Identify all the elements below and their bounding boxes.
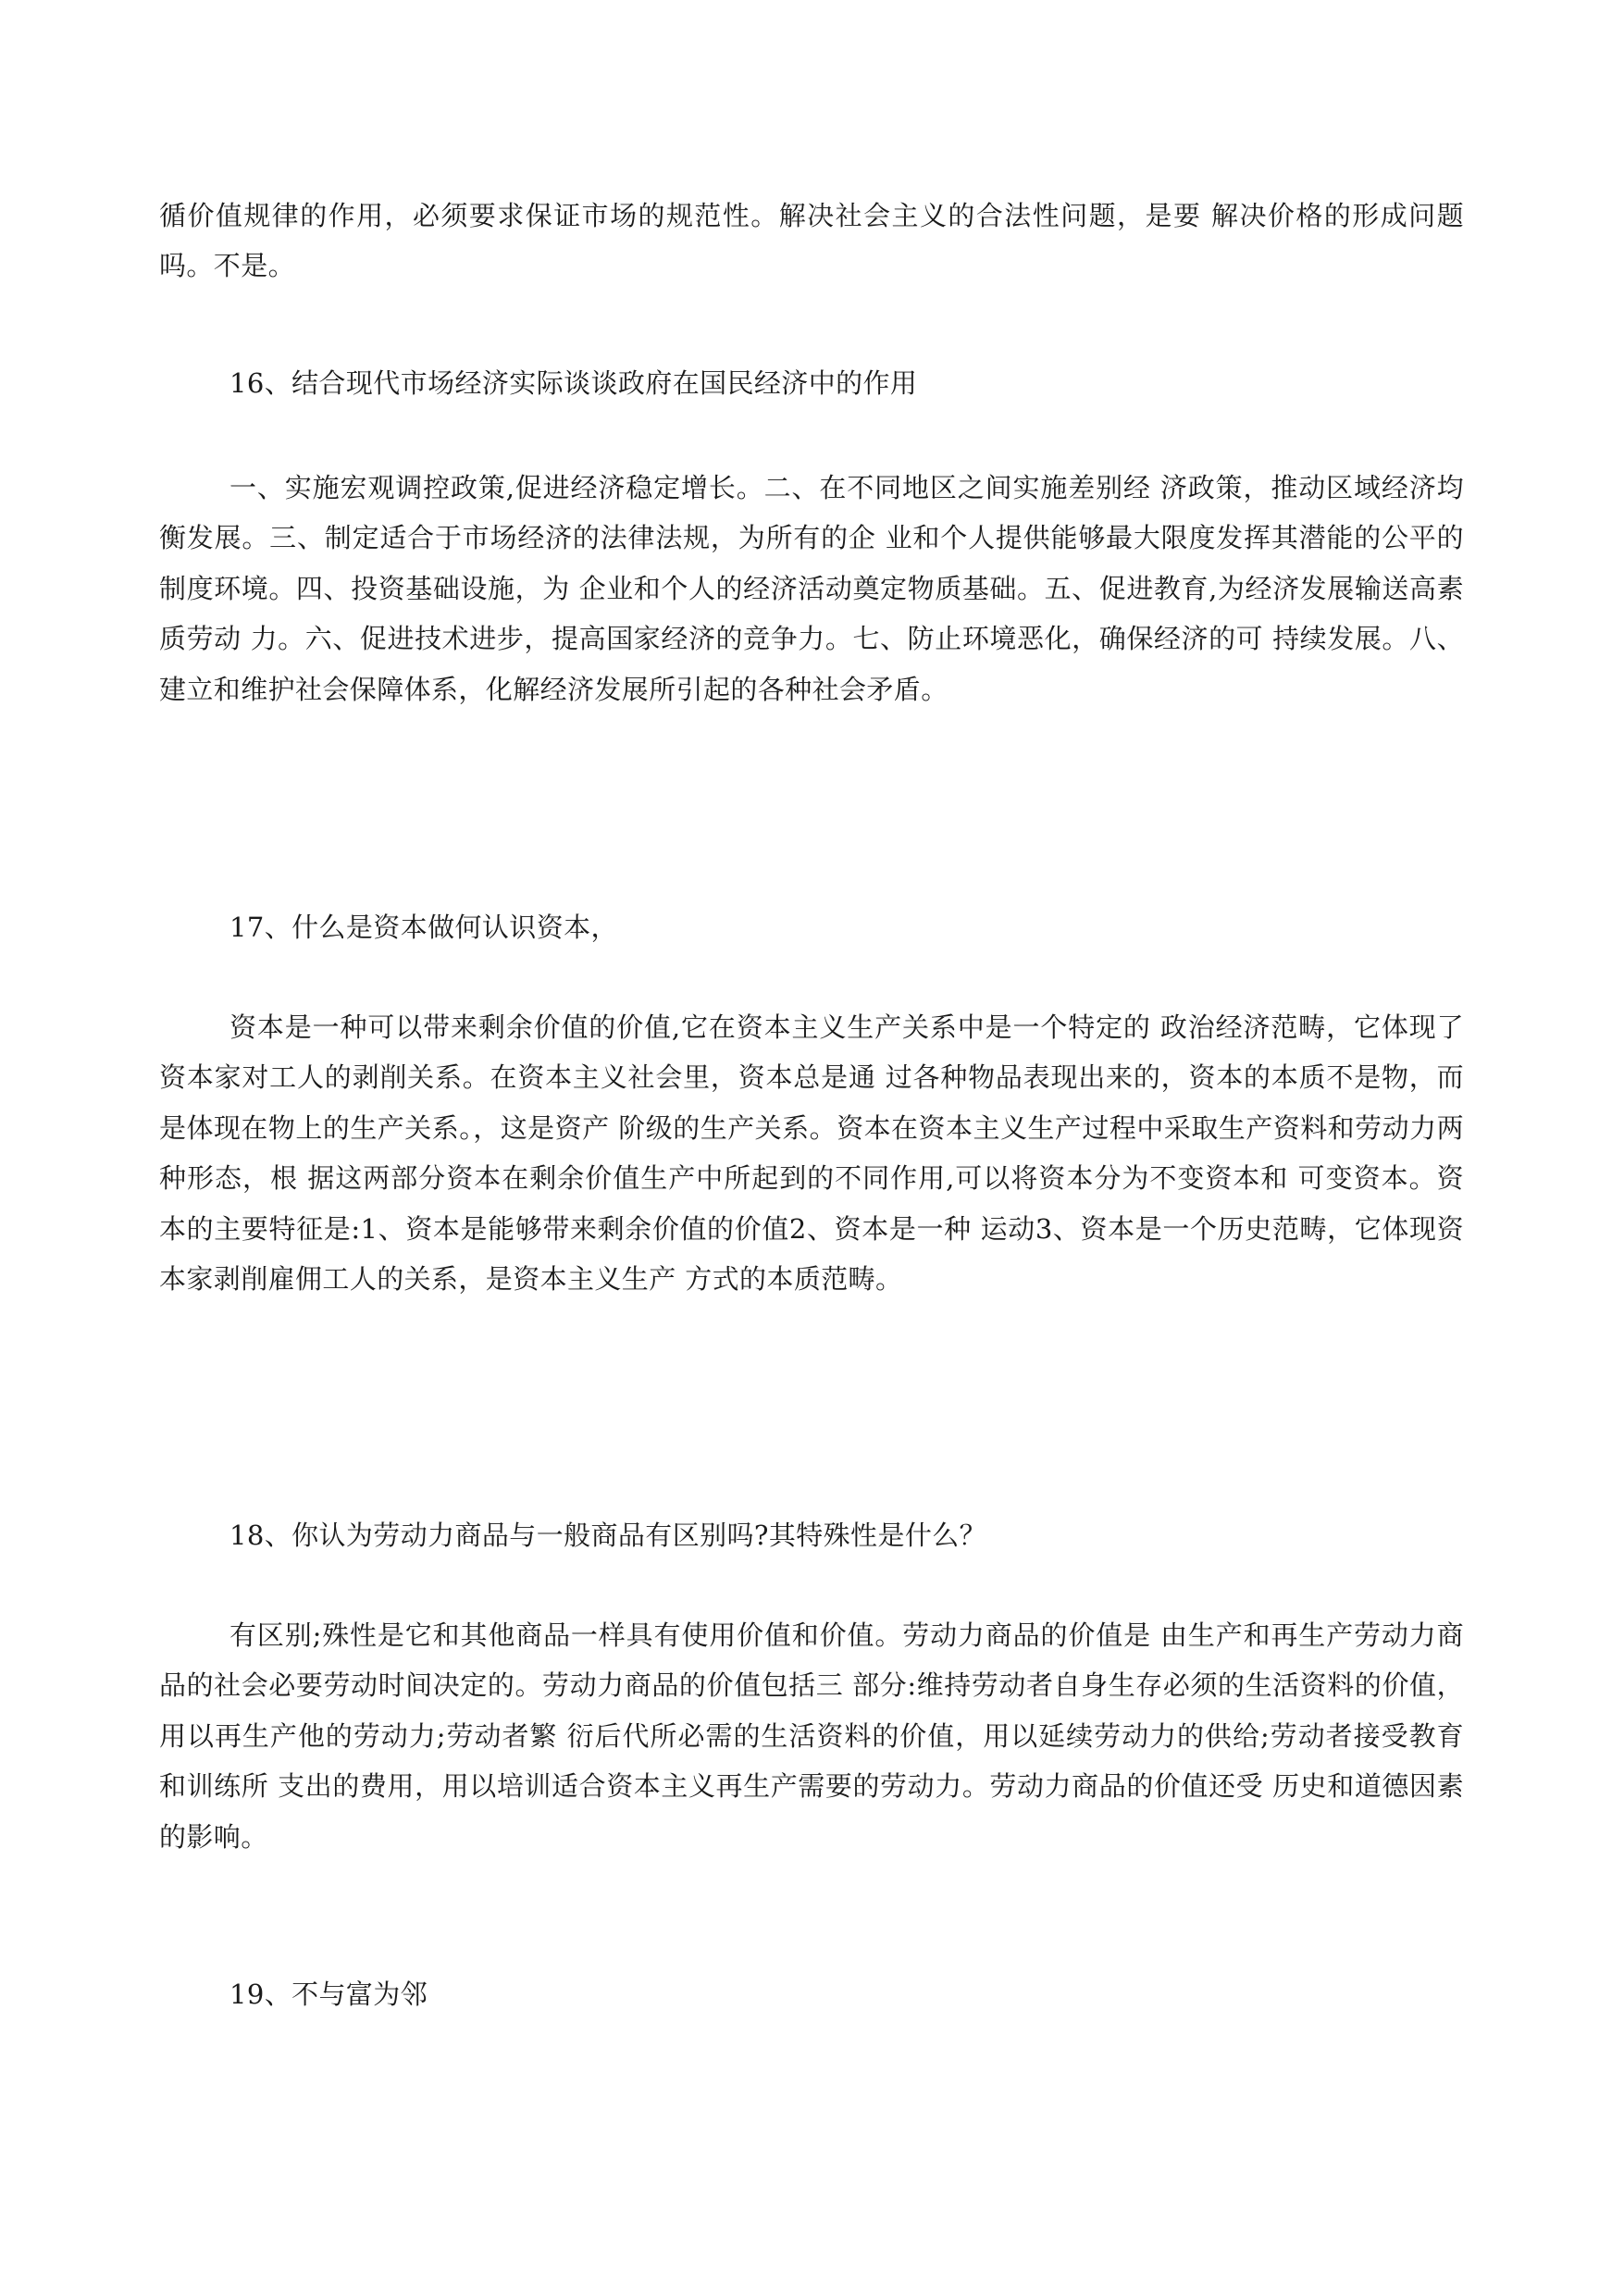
question-17-heading: 17、什么是资本做何认识资本， bbox=[229, 912, 618, 943]
question-16-heading: 16、结合现代市场经济实际谈谈政府在国民经济中的作用 bbox=[229, 367, 918, 399]
question-19-heading: 19、不与富为邻 bbox=[229, 1979, 428, 2010]
answer-16-paragraph: 一、实施宏观调控政策,促进经济稳定增长。二、在不同地区之间实施差别经 济政策，推动区域经济均衡发展。三、制定适合于市场经济的法律法规，为所有的企 业和个人提供能够最大限度发挥其潜能的公平的制度环境。四、投资基础设施，为 企业和个人的经济活动奠定物质基础。五、促进教育,为经济发展输送高素质劳动 力。六、促进技术进步，提高国家经济的竞争力。七、防止环境恶化，确保经济的可 持续发展。八、建立和维护社会保障体系，化解经济发展所引起的各种社会矛盾。 bbox=[159, 472, 1464, 705]
answer-17-paragraph: 资本是一种可以带来剩余价值的价值,它在资本主义生产关系中是一个特定的 政治经济范畴，它体现了资本家对工人的剥削关系。在资本主义社会里，资本总是通 过各种物品表现出来的，资本的本质不是物，而是体现在物上的生产关系。，这是资产 阶级的生产关系。资本在资本主义生产过程中采取生产资料和劳动力两种形态，根 据这两部分资本在剩余价值生产中所起到的不同作用,可以将资本分为不变资本和 可变资本。资本的主要特征是:1、资本是能够带来剩余价值的价值2、资本是一种 运动3、资本是一个历史范畴，它体现资本家剥削雇佣工人的关系，是资本主义生产 方式的本质范畴。 bbox=[159, 1011, 1464, 1296]
paragraph-continuation: 循价值规律的作用，必须要求保证市场的规范性。解决社会主义的合法性问题，是要 解决价格的形成问题吗。不是。 bbox=[159, 200, 1464, 282]
answer-18-paragraph: 有区别;殊性是它和其他商品一样具有使用价值和价值。劳动力商品的价值是 由生产和再生产劳动力商品的社会必要劳动时间决定的。劳动力商品的价值包括三 部分:维持劳动者自身生存必须的生活资料的价值，用以再生产他的劳动力;劳动者繁 衍后代所必需的生活资料的价值，用以延续劳动力的供给;劳动者接受教育和训练所 支出的费用，用以培训适合资本主义再生产需要的劳动力。劳动力商品的价值还受 历史和道德因素的影响。 bbox=[159, 1619, 1464, 1853]
question-18-heading: 18、你认为劳动力商品与一般商品有区别吗?其特殊性是什么？ bbox=[229, 1520, 987, 1551]
